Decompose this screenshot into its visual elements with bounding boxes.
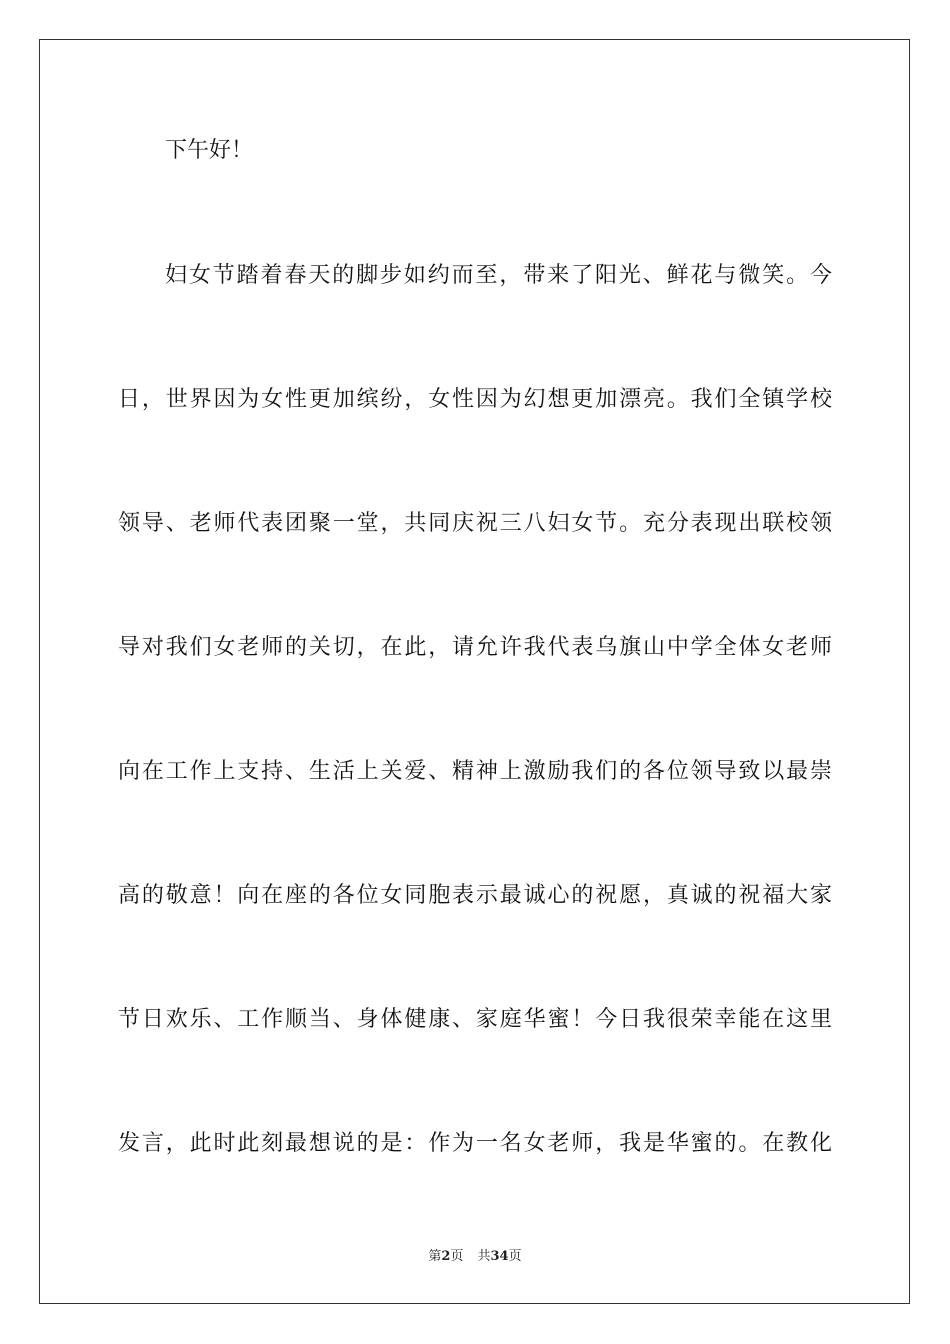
paragraph-line: 节日欢乐、工作顺当、身体健康、家庭华蜜！今日我很荣幸能在这里 (118, 1007, 832, 1032)
paragraph-line: 日，世界因为女性更加缤纷，女性因为幻想更加漂亮。我们全镇学校 (118, 387, 832, 412)
page-border (39, 39, 910, 1304)
total-pages-label: 共34页 (477, 1249, 522, 1264)
page-footer (0, 1248, 950, 1266)
paragraph-line: 向在工作上支持、生活上关爱、精神上激励我们的各位领导致以最崇 (118, 759, 832, 784)
paragraph-line: 发言，此时此刻最想说的是：作为一名女老师，我是华蜜的。在教化 (118, 1131, 832, 1156)
paragraph-line: 妇女节踏着春天的脚步如约而至，带来了阳光、鲜花与微笑。今 (165, 263, 832, 288)
greeting-line: 下午好！ (165, 138, 254, 163)
paragraph-line: 导对我们女老师的关切，在此，请允许我代表乌旗山中学全体女老师 (118, 635, 832, 660)
page-number-label: 第2页 (428, 1249, 464, 1264)
paragraph-line: 高的敬意！向在座的各位女同胞表示最诚心的祝愿，真诚的祝福大家 (118, 883, 832, 908)
paragraph-line: 领导、老师代表团聚一堂，共同庆祝三八妇女节。充分表现出联校领 (118, 511, 832, 536)
